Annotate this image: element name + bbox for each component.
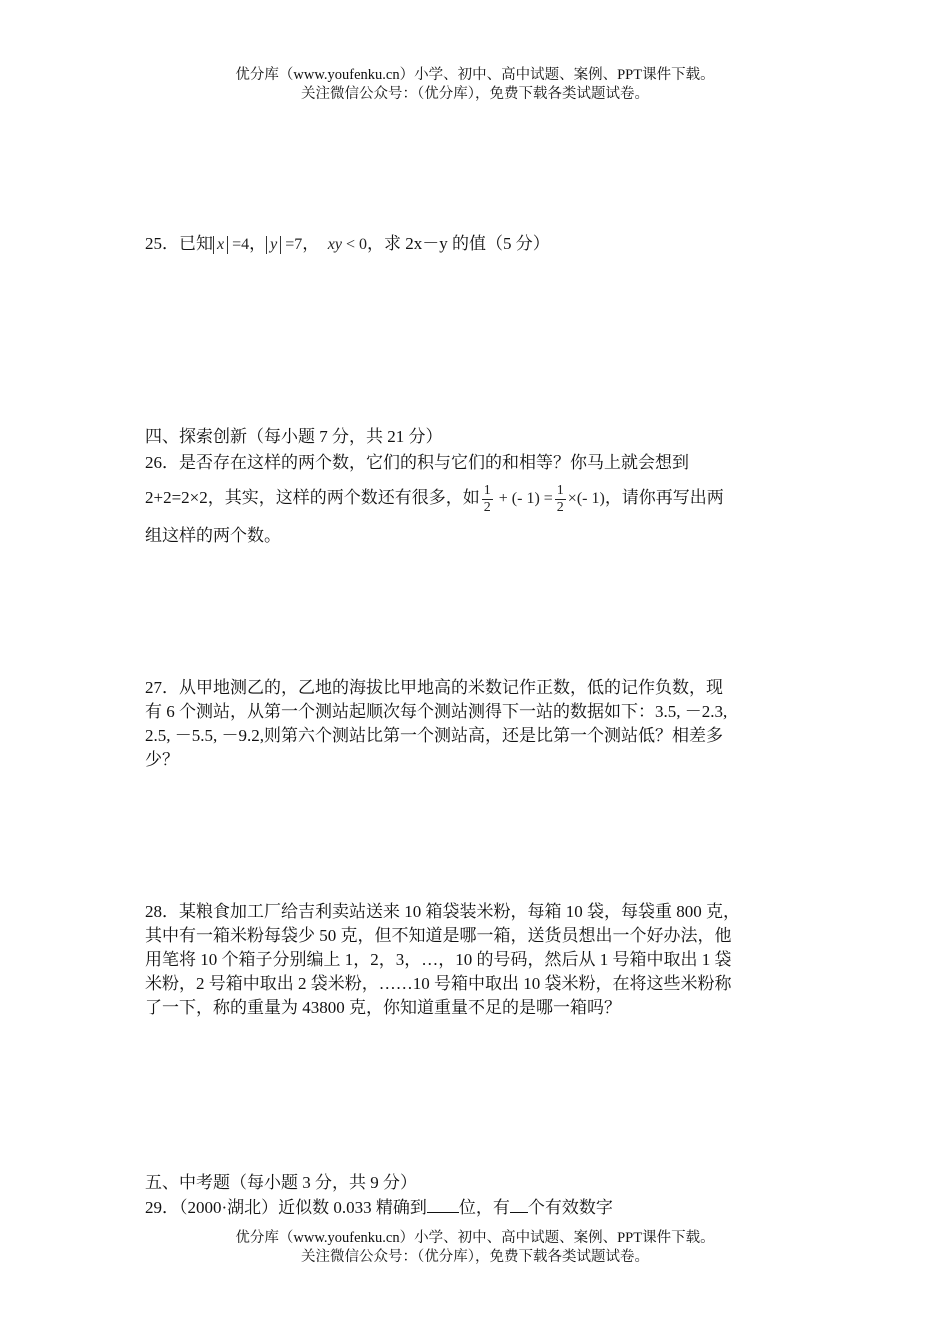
- fraction-half-2: $\frac{1}{2}$: [556, 482, 564, 515]
- fraction-equation: $\frac{1}{2}$ + (- 1) = $\frac{1}{2}$ ×(- 1): [483, 482, 605, 515]
- abs-y-equation: y =7: [266, 236, 302, 253]
- q26-line-3: 组这样的两个数。: [145, 526, 281, 545]
- question-25: [145, 232, 550, 257]
- q26-line-2: [145, 478, 724, 519]
- footer-line-2: 关注微信公众号：（优分库），免费下载各类试题试卷。: [301, 1249, 649, 1265]
- x-variable: x: [217, 236, 225, 253]
- answer-blank-1[interactable]: [427, 1195, 459, 1213]
- footer-line-1: 优分库（www.youfenku.cn）小学、初中、高中试题、案例、PPT课件下载。: [235, 1230, 715, 1246]
- xy-inequality: xy < 0: [327, 236, 368, 253]
- q27-line-4: 少？: [145, 750, 179, 769]
- q28-line-4: 米粉，2 号箱中取出 2 袋米粉，……10 号箱中取出 10 袋米粉，在将这些米粉称: [145, 974, 732, 993]
- q25-separator-1: ，: [249, 234, 267, 253]
- q27-line-3: 2.5, －5.5, －9.2,则第六个测站比第一个测站高，还是比第一个测站低？相差多: [145, 726, 723, 745]
- q26-line-2-suffix: ，请你再写出两: [604, 488, 724, 507]
- page-header: [0, 66, 950, 104]
- section-4-title: 四、探索创新（每小题 7 分，共 21 分）: [145, 427, 443, 446]
- answer-blank-2[interactable]: [510, 1195, 528, 1213]
- q28-line-5: 了一下，称的重量为 43800 克，你知道重量不足的是哪一箱吗？: [145, 998, 621, 1017]
- fraction-half-1: $\frac{1}{2}$: [483, 482, 491, 515]
- q25-prefix: 25．已知: [145, 234, 213, 253]
- abs-x-equation: x =4: [213, 236, 249, 253]
- question-29: [145, 1195, 613, 1220]
- header-line-1: 优分库（www.youfenku.cn）小学、初中、高中试题、案例、PPT课件下载。: [235, 67, 715, 83]
- q29-part-1: 29．（2000·湖北）近似数 0.033 精确到: [145, 1198, 427, 1217]
- page-footer: [0, 1229, 950, 1267]
- q26-line-2-prefix: 2+2=2×2，其实，这样的两个数还有很多，如: [145, 488, 480, 507]
- q27-line-1: 27．从甲地测乙的，乙地的海拔比甲地高的米数记作正数，低的记作负数，现: [145, 678, 723, 697]
- y-variable: y: [270, 236, 278, 253]
- q25-suffix: ，求 2x－y 的值（5 分）: [367, 234, 550, 253]
- q26-line-1: 26．是否存在这样的两个数，它们的积与它们的和相等？你马上就会想到: [145, 453, 689, 472]
- q27-line-2: 有 6 个测站，从第一个测站起顺次每个测站测得下一站的数据如下：3.5, －2.3,: [145, 702, 728, 721]
- header-line-2: 关注微信公众号：（优分库），免费下载各类试题试卷。: [301, 86, 649, 102]
- q28-line-1: 28．某粮食加工厂给吉利卖站送来 10 箱袋装米粉，每箱 10 袋，每袋重 800 克，: [145, 902, 740, 921]
- q28-line-3: 用笔将 10 个箱子分别编上 1，2，3，…，10 的号码，然后从 1 号箱中取出 1 袋: [145, 950, 732, 969]
- section-5-title: 五、中考题（每小题 3 分，共 9 分）: [145, 1173, 417, 1192]
- q29-part-3: 个有效数字: [527, 1198, 613, 1217]
- q25-separator-2: ，: [302, 234, 320, 253]
- q29-part-2: 位，有: [458, 1198, 510, 1217]
- q28-line-2: 其中有一箱米粉每袋少 50 克，但不知道是哪一箱，送货员想出一个好办法，他: [145, 926, 732, 945]
